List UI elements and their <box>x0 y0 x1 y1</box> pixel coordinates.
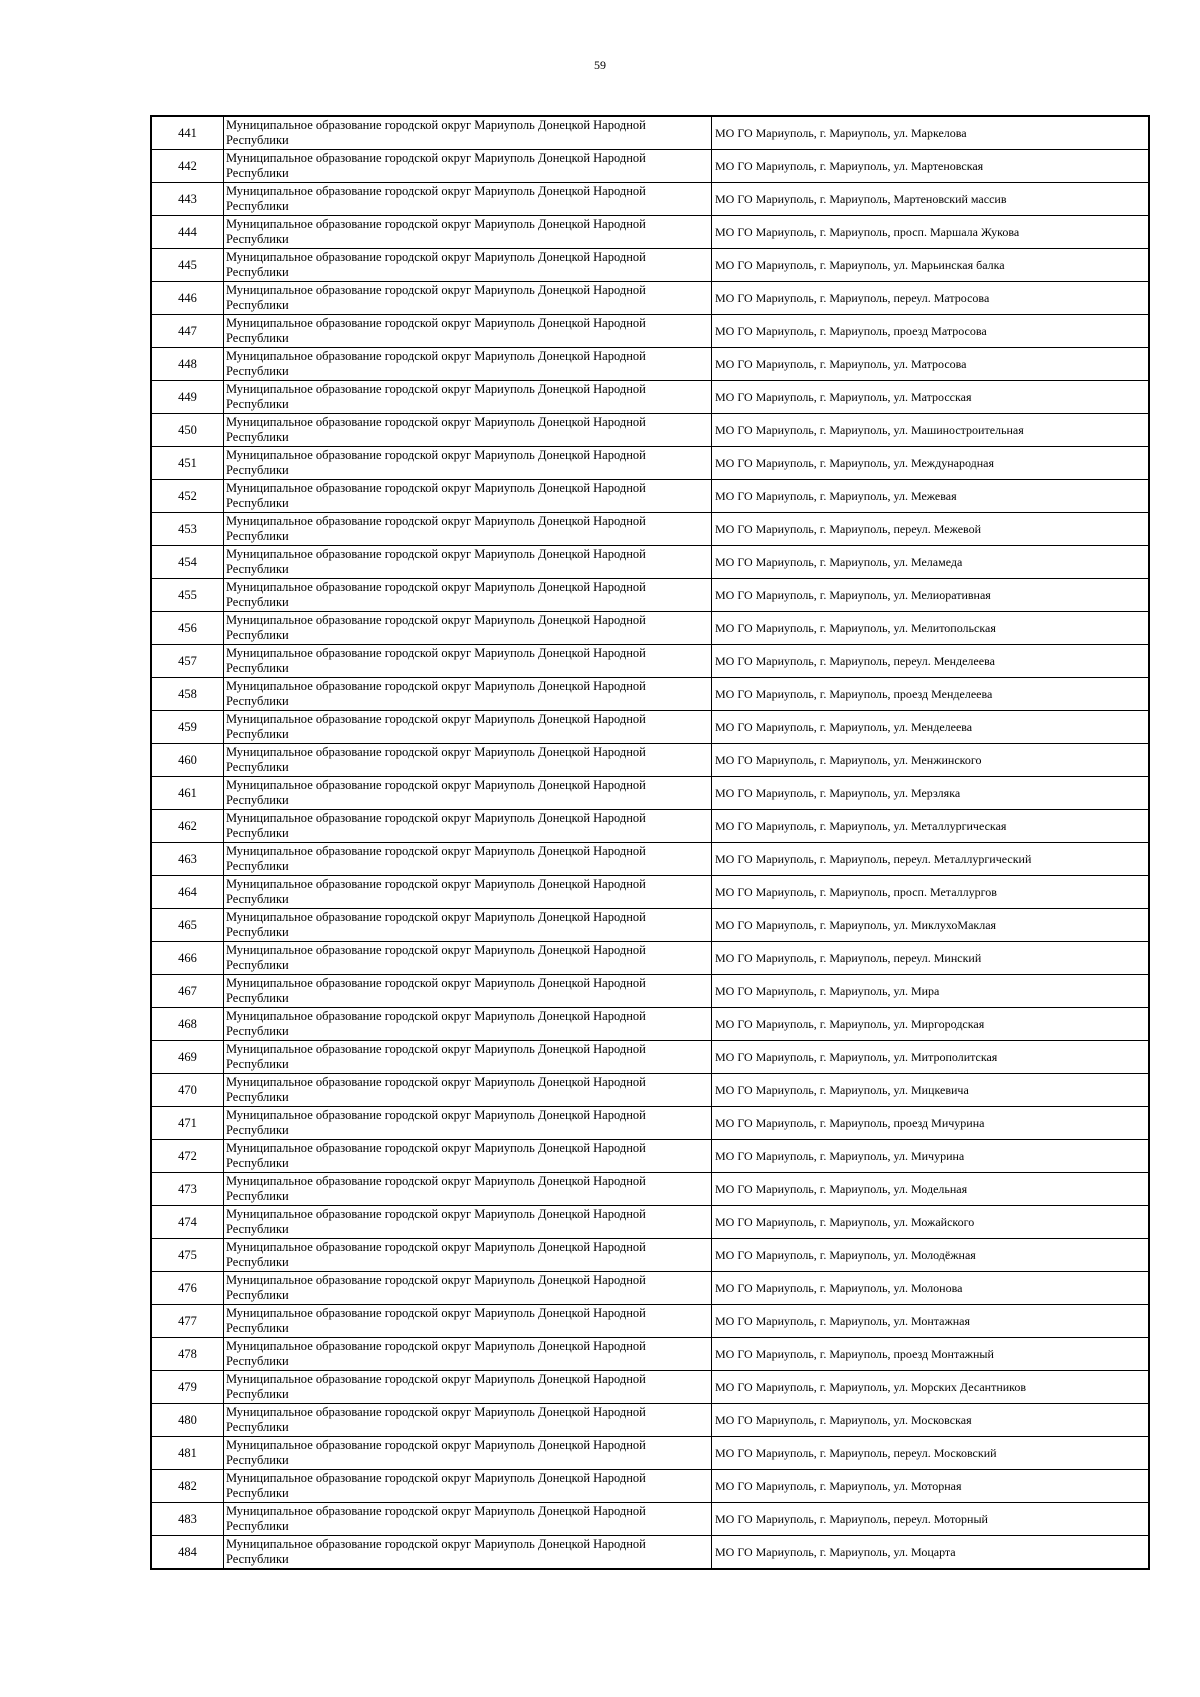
municipality-cell: Муниципальное образование городской округ Мариуполь Донецкой Народной Республики <box>224 1272 712 1305</box>
table-row <box>151 249 1149 282</box>
table-row <box>151 1371 1149 1404</box>
address-cell: МО ГО Мариуполь, г. Мариуполь, переул. Менделеева <box>712 645 1150 678</box>
table-row <box>151 447 1149 480</box>
address-cell: МО ГО Мариуполь, г. Мариуполь, переул. Металлургический <box>712 843 1150 876</box>
address-cell: МО ГО Мариуполь, г. Мариуполь, ул. Мелиоративная <box>712 579 1150 612</box>
municipality-cell: Муниципальное образование городской округ Мариуполь Донецкой Народной Республики <box>224 1074 712 1107</box>
address-cell: МО ГО Мариуполь, г. Мариуполь, проезд Менделеева <box>712 678 1150 711</box>
table-row <box>151 1503 1149 1536</box>
table-row <box>151 744 1149 777</box>
row-number: 442 <box>151 150 224 183</box>
row-number: 466 <box>151 942 224 975</box>
table-row <box>151 1338 1149 1371</box>
table-row <box>151 116 1149 150</box>
municipality-cell: Муниципальное образование городской округ Мариуполь Донецкой Народной Республики <box>224 1536 712 1570</box>
address-cell: МО ГО Мариуполь, г. Мариуполь, ул. Мира <box>712 975 1150 1008</box>
row-number: 479 <box>151 1371 224 1404</box>
address-cell: МО ГО Мариуполь, г. Мариуполь, проезд Мичурина <box>712 1107 1150 1140</box>
municipality-cell: Муниципальное образование городской округ Мариуполь Донецкой Народной Республики <box>224 1008 712 1041</box>
table-row <box>151 612 1149 645</box>
municipality-cell: Муниципальное образование городской округ Мариуполь Донецкой Народной Республики <box>224 1404 712 1437</box>
municipality-cell: Муниципальное образование городской округ Мариуполь Донецкой Народной Республики <box>224 810 712 843</box>
municipality-cell: Муниципальное образование городской округ Мариуполь Донецкой Народной Республики <box>224 1371 712 1404</box>
address-cell: МО ГО Мариуполь, г. Мариуполь, просп. Маршала Жукова <box>712 216 1150 249</box>
municipality-cell: Муниципальное образование городской округ Мариуполь Донецкой Народной Республики <box>224 975 712 1008</box>
row-number: 482 <box>151 1470 224 1503</box>
municipality-cell: Муниципальное образование городской округ Мариуполь Донецкой Народной Республики <box>224 909 712 942</box>
table-row <box>151 711 1149 744</box>
row-number: 467 <box>151 975 224 1008</box>
municipality-cell: Муниципальное образование городской округ Мариуполь Донецкой Народной Республики <box>224 645 712 678</box>
address-cell: МО ГО Мариуполь, г. Мариуполь, ул. Матросова <box>712 348 1150 381</box>
row-number: 455 <box>151 579 224 612</box>
address-cell: МО ГО Мариуполь, г. Мариуполь, ул. Мартеновская <box>712 150 1150 183</box>
address-cell: МО ГО Мариуполь, г. Мариуполь, ул. Металлургическая <box>712 810 1150 843</box>
municipality-cell: Муниципальное образование городской округ Мариуполь Донецкой Народной Республики <box>224 1206 712 1239</box>
address-cell: МО ГО Мариуполь, г. Мариуполь, ул. Моцарта <box>712 1536 1150 1570</box>
municipality-cell: Муниципальное образование городской округ Мариуполь Донецкой Народной Республики <box>224 777 712 810</box>
address-cell: МО ГО Мариуполь, г. Мариуполь, ул. Меламеда <box>712 546 1150 579</box>
row-number: 454 <box>151 546 224 579</box>
row-number: 484 <box>151 1536 224 1570</box>
municipality-cell: Муниципальное образование городской округ Мариуполь Донецкой Народной Республики <box>224 1107 712 1140</box>
table-row <box>151 282 1149 315</box>
municipality-cell: Муниципальное образование городской округ Мариуполь Донецкой Народной Республики <box>224 1503 712 1536</box>
row-number: 452 <box>151 480 224 513</box>
municipality-cell: Муниципальное образование городской округ Мариуполь Донецкой Народной Республики <box>224 579 712 612</box>
municipality-cell: Муниципальное образование городской округ Мариуполь Донецкой Народной Республики <box>224 744 712 777</box>
municipality-cell: Муниципальное образование городской округ Мариуполь Донецкой Народной Республики <box>224 1140 712 1173</box>
row-number: 475 <box>151 1239 224 1272</box>
row-number: 451 <box>151 447 224 480</box>
address-cell: МО ГО Мариуполь, г. Мариуполь, ул. Молодёжная <box>712 1239 1150 1272</box>
row-number: 477 <box>151 1305 224 1338</box>
address-cell: МО ГО Мариуполь, г. Мариуполь, ул. Мерзляка <box>712 777 1150 810</box>
row-number: 462 <box>151 810 224 843</box>
address-cell: МО ГО Мариуполь, г. Мариуполь, переул. Матросова <box>712 282 1150 315</box>
table-row <box>151 150 1149 183</box>
municipality-cell: Муниципальное образование городской округ Мариуполь Донецкой Народной Республики <box>224 480 712 513</box>
row-number: 483 <box>151 1503 224 1536</box>
address-cell: МО ГО Мариуполь, г. Мариуполь, ул. Моторная <box>712 1470 1150 1503</box>
table-row <box>151 1437 1149 1470</box>
table-row <box>151 678 1149 711</box>
municipality-cell: Муниципальное образование городской округ Мариуполь Донецкой Народной Республики <box>224 843 712 876</box>
table-row <box>151 183 1149 216</box>
table-row <box>151 810 1149 843</box>
address-cell: МО ГО Мариуполь, г. Мариуполь, ул. Московская <box>712 1404 1150 1437</box>
row-number: 450 <box>151 414 224 447</box>
row-number: 481 <box>151 1437 224 1470</box>
table-row <box>151 975 1149 1008</box>
table-row <box>151 1536 1149 1570</box>
table-row <box>151 579 1149 612</box>
municipality-cell: Муниципальное образование городской округ Мариуполь Донецкой Народной Республики <box>224 381 712 414</box>
row-number: 459 <box>151 711 224 744</box>
municipality-cell: Муниципальное образование городской округ Мариуполь Донецкой Народной Республики <box>224 315 712 348</box>
municipality-cell: Муниципальное образование городской округ Мариуполь Донецкой Народной Республики <box>224 711 712 744</box>
address-cell: МО ГО Мариуполь, г. Мариуполь, ул. Марьинская балка <box>712 249 1150 282</box>
row-number: 465 <box>151 909 224 942</box>
municipality-cell: Муниципальное образование городской округ Мариуполь Донецкой Народной Республики <box>224 1041 712 1074</box>
table-row <box>151 348 1149 381</box>
address-cell: МО ГО Мариуполь, г. Мариуполь, ул. Мицкевича <box>712 1074 1150 1107</box>
row-number: 478 <box>151 1338 224 1371</box>
table-row <box>151 546 1149 579</box>
row-number: 463 <box>151 843 224 876</box>
table-row <box>151 381 1149 414</box>
address-cell: МО ГО Мариуполь, г. Мариуполь, переул. Минский <box>712 942 1150 975</box>
address-cell: МО ГО Мариуполь, г. Мариуполь, ул. Маркелова <box>712 116 1150 150</box>
table-row <box>151 1041 1149 1074</box>
address-table <box>150 115 1150 1570</box>
address-cell: МО ГО Мариуполь, г. Мариуполь, ул. Менделеева <box>712 711 1150 744</box>
municipality-cell: Муниципальное образование городской округ Мариуполь Донецкой Народной Республики <box>224 546 712 579</box>
municipality-cell: Муниципальное образование городской округ Мариуполь Донецкой Народной Республики <box>224 1338 712 1371</box>
table-row <box>151 1305 1149 1338</box>
table-row <box>151 216 1149 249</box>
row-number: 453 <box>151 513 224 546</box>
address-cell: МО ГО Мариуполь, г. Мариуполь, переул. Московский <box>712 1437 1150 1470</box>
address-cell: МО ГО Мариуполь, г. Мариуполь, ул. МиклухоМаклая <box>712 909 1150 942</box>
row-number: 446 <box>151 282 224 315</box>
row-number: 464 <box>151 876 224 909</box>
table-row <box>151 1173 1149 1206</box>
table-row <box>151 1008 1149 1041</box>
table-row <box>151 777 1149 810</box>
address-cell: МО ГО Мариуполь, г. Мариуполь, ул. Митрополитская <box>712 1041 1150 1074</box>
table-row <box>151 1074 1149 1107</box>
address-cell: МО ГО Мариуполь, г. Мариуполь, ул. Мичурина <box>712 1140 1150 1173</box>
table-row <box>151 909 1149 942</box>
address-cell: МО ГО Мариуполь, г. Мариуполь, ул. Модельная <box>712 1173 1150 1206</box>
table-row <box>151 414 1149 447</box>
table-row <box>151 1140 1149 1173</box>
address-cell: МО ГО Мариуполь, г. Мариуполь, ул. Менжинского <box>712 744 1150 777</box>
table-row <box>151 513 1149 546</box>
row-number: 470 <box>151 1074 224 1107</box>
address-cell: МО ГО Мариуполь, г. Мариуполь, ул. Матросская <box>712 381 1150 414</box>
municipality-cell: Муниципальное образование городской округ Мариуполь Донецкой Народной Республики <box>224 150 712 183</box>
table-row <box>151 1107 1149 1140</box>
municipality-cell: Муниципальное образование городской округ Мариуполь Донецкой Народной Республики <box>224 116 712 150</box>
row-number: 471 <box>151 1107 224 1140</box>
address-cell: МО ГО Мариуполь, г. Мариуполь, ул. Монтажная <box>712 1305 1150 1338</box>
table-row <box>151 1239 1149 1272</box>
address-cell: МО ГО Мариуполь, г. Мариуполь, ул. Мелитопольская <box>712 612 1150 645</box>
municipality-cell: Муниципальное образование городской округ Мариуполь Донецкой Народной Республики <box>224 282 712 315</box>
address-cell: МО ГО Мариуполь, г. Мариуполь, ул. Молонова <box>712 1272 1150 1305</box>
row-number: 447 <box>151 315 224 348</box>
row-number: 469 <box>151 1041 224 1074</box>
table-row <box>151 843 1149 876</box>
row-number: 449 <box>151 381 224 414</box>
address-cell: МО ГО Мариуполь, г. Мариуполь, ул. Морских Десантников <box>712 1371 1150 1404</box>
municipality-cell: Муниципальное образование городской округ Мариуполь Донецкой Народной Республики <box>224 1305 712 1338</box>
row-number: 457 <box>151 645 224 678</box>
row-number: 456 <box>151 612 224 645</box>
row-number: 460 <box>151 744 224 777</box>
row-number: 448 <box>151 348 224 381</box>
table-row <box>151 876 1149 909</box>
row-number: 461 <box>151 777 224 810</box>
municipality-cell: Муниципальное образование городской округ Мариуполь Донецкой Народной Республики <box>224 513 712 546</box>
address-cell: МО ГО Мариуполь, г. Мариуполь, ул. Миргородская <box>712 1008 1150 1041</box>
table-row <box>151 645 1149 678</box>
table-body <box>151 116 1149 1569</box>
municipality-cell: Муниципальное образование городской округ Мариуполь Донецкой Народной Республики <box>224 612 712 645</box>
table-row <box>151 480 1149 513</box>
address-cell: МО ГО Мариуполь, г. Мариуполь, проезд Монтажный <box>712 1338 1150 1371</box>
row-number: 476 <box>151 1272 224 1305</box>
table-row <box>151 1404 1149 1437</box>
municipality-cell: Муниципальное образование городской округ Мариуполь Донецкой Народной Республики <box>224 1470 712 1503</box>
table-row <box>151 1206 1149 1239</box>
row-number: 444 <box>151 216 224 249</box>
row-number: 472 <box>151 1140 224 1173</box>
page-number: 59 <box>594 58 606 72</box>
municipality-cell: Муниципальное образование городской округ Мариуполь Донецкой Народной Республики <box>224 876 712 909</box>
address-cell: МО ГО Мариуполь, г. Мариуполь, Мартеновский массив <box>712 183 1150 216</box>
municipality-cell: Муниципальное образование городской округ Мариуполь Донецкой Народной Республики <box>224 942 712 975</box>
municipality-cell: Муниципальное образование городской округ Мариуполь Донецкой Народной Республики <box>224 1173 712 1206</box>
municipality-cell: Муниципальное образование городской округ Мариуполь Донецкой Народной Республики <box>224 1239 712 1272</box>
row-number: 443 <box>151 183 224 216</box>
address-cell: МО ГО Мариуполь, г. Мариуполь, ул. Можайского <box>712 1206 1150 1239</box>
address-cell: МО ГО Мариуполь, г. Мариуполь, ул. Межевая <box>712 480 1150 513</box>
row-number: 474 <box>151 1206 224 1239</box>
row-number: 473 <box>151 1173 224 1206</box>
table-row <box>151 1470 1149 1503</box>
row-number: 441 <box>151 116 224 150</box>
address-cell: МО ГО Мариуполь, г. Мариуполь, переул. Моторный <box>712 1503 1150 1536</box>
row-number: 458 <box>151 678 224 711</box>
table-row <box>151 315 1149 348</box>
municipality-cell: Муниципальное образование городской округ Мариуполь Донецкой Народной Республики <box>224 678 712 711</box>
row-number: 445 <box>151 249 224 282</box>
address-cell: МО ГО Мариуполь, г. Мариуполь, переул. Межевой <box>712 513 1150 546</box>
address-cell: МО ГО Мариуполь, г. Мариуполь, проезд Матросова <box>712 315 1150 348</box>
municipality-cell: Муниципальное образование городской округ Мариуполь Донецкой Народной Республики <box>224 414 712 447</box>
municipality-cell: Муниципальное образование городской округ Мариуполь Донецкой Народной Республики <box>224 447 712 480</box>
row-number: 468 <box>151 1008 224 1041</box>
municipality-cell: Муниципальное образование городской округ Мариуполь Донецкой Народной Республики <box>224 183 712 216</box>
row-number: 480 <box>151 1404 224 1437</box>
address-cell: МО ГО Мариуполь, г. Мариуполь, просп. Металлургов <box>712 876 1150 909</box>
table-row <box>151 942 1149 975</box>
municipality-cell: Муниципальное образование городской округ Мариуполь Донецкой Народной Республики <box>224 216 712 249</box>
municipality-cell: Муниципальное образование городской округ Мариуполь Донецкой Народной Республики <box>224 348 712 381</box>
table-row <box>151 1272 1149 1305</box>
municipality-cell: Муниципальное образование городской округ Мариуполь Донецкой Народной Республики <box>224 1437 712 1470</box>
municipality-cell: Муниципальное образование городской округ Мариуполь Донецкой Народной Республики <box>224 249 712 282</box>
address-cell: МО ГО Мариуполь, г. Мариуполь, ул. Международная <box>712 447 1150 480</box>
address-cell: МО ГО Мариуполь, г. Мариуполь, ул. Машиностроительная <box>712 414 1150 447</box>
